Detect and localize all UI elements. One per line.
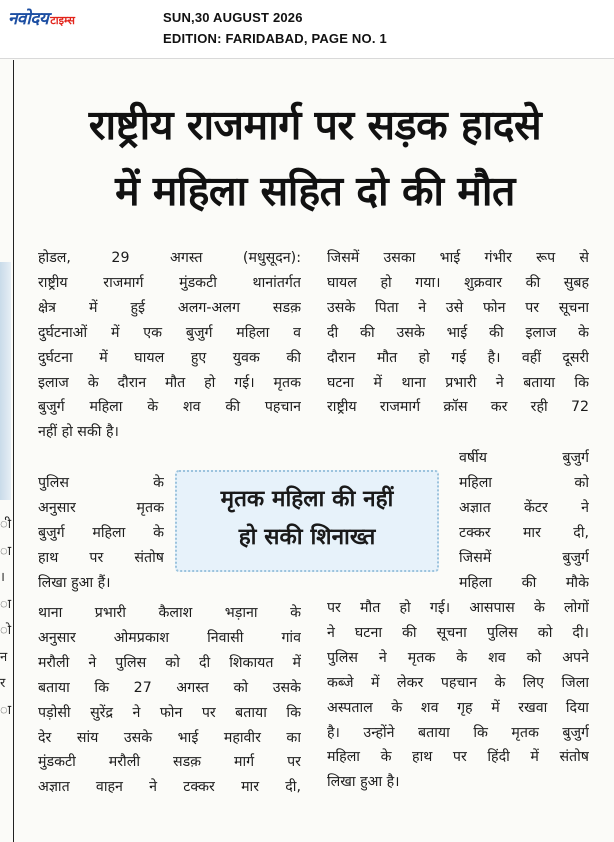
headline-line: में महिला सहित दो की मौत — [115, 167, 515, 215]
adjacent-article-strip — [0, 262, 11, 500]
text-line: दुर्घटना में घायल हुए युवक की — [38, 349, 301, 366]
text-line: लिखा हुआ हैं। — [38, 574, 111, 591]
edge-fragment: र — [0, 676, 6, 691]
text-line: हाथ पर संतोष — [38, 549, 164, 566]
text-line: अज्ञात केंटर ने — [459, 499, 589, 516]
text-line: होडल, 29 अगस्त (मधुसूदन): — [38, 250, 301, 266]
text-line: पुलिस ने मृतक के शव को अपने — [327, 649, 589, 666]
edge-fragment: ी — [0, 517, 12, 532]
text-line: वर्षीय बुजुर्ग — [459, 450, 589, 466]
adjacent-article-fragment — [0, 512, 12, 724]
text-line: अनुसार ओमप्रकाश निवासी गांव — [38, 629, 301, 646]
newspaper-logo[interactable] — [8, 6, 75, 36]
text-line: घटना में थाना प्रभारी ने बताया कि — [327, 374, 589, 391]
text-line: मुंडकटी मरौली सडक़ मार्ग पर — [38, 754, 301, 771]
text-line: थाना प्रभारी कैलाश भड़ाना के — [38, 605, 301, 621]
text-line: अज्ञात वाहन ने टक्कर मार दी, — [38, 779, 301, 796]
text-line: अनुसार मृतक — [38, 499, 164, 516]
edition-date: SUN,30 AUGUST 2026 — [163, 10, 303, 25]
text-line: पर मौत हो गई। आसपास के लोगों — [327, 600, 589, 616]
text-line: महिला को — [459, 474, 589, 491]
text-line: बुजुर्ग महिला के — [38, 524, 164, 541]
text-line: इलाज के दौरान मौत हो गई। मृतक — [38, 374, 301, 391]
text-line: महिला के हाथ पर हिंदी में संतोष — [327, 749, 589, 766]
edition-info: EDITION: FARIDABAD, PAGE NO. 1 — [163, 31, 387, 46]
text-line: घायल हो गया। शुक्रवार की सुबह — [327, 274, 589, 291]
text-line: नहीं हो सकी है। — [38, 424, 119, 441]
text-line: महिला की मौके — [459, 574, 589, 591]
edge-fragment: । — [0, 570, 5, 585]
text-line: दुर्घटनाओं में एक बुजुर्ग महिला व — [38, 324, 301, 341]
article-column-right-bottom — [327, 596, 589, 795]
text-line: दौरान मौत हो गई है। वहीं दूसरी — [327, 349, 589, 366]
text-line: बताया कि 27 अगस्त को उसके — [38, 679, 301, 696]
text-line: दी की उसके भाई की इलाज के — [327, 324, 589, 341]
article-column-left-top — [38, 246, 301, 445]
pull-quote-line: हो सकी शिनाख्त — [238, 524, 376, 550]
text-line: जिसमें उसका भाई गंभीर रूप से — [327, 250, 589, 266]
edge-fragment: ो — [0, 623, 12, 638]
text-line: क्षेत्र में हुई अलग-अलग सडक़ — [38, 299, 301, 316]
logo-sub-text: टाइम्स — [50, 14, 75, 27]
masthead-bar — [0, 0, 614, 58]
text-line: टक्कर मार दी, — [459, 524, 589, 541]
pull-quote-line: मृतक महिला की नहीं — [220, 486, 394, 512]
text-line: जिसमें बुजुर्ग — [459, 549, 589, 566]
text-line: राष्ट्रीय राजमार्ग मुंडकटी थानांतर्गत — [38, 274, 301, 291]
text-line: बुजुर्ग महिला के शव की पहचान — [38, 399, 301, 416]
text-line: ने घटना की सूचना पुलिस को दी। — [327, 624, 589, 641]
text-line: देर सांय उसके भाई महावीर का — [38, 729, 301, 746]
text-line: पुलिस के — [38, 475, 164, 491]
text-line: राष्ट्रीय राजमार्ग क्रॉस कर रही 72 — [327, 399, 589, 416]
headline-line: राष्ट्रीय राजमार्ग पर सड़क हादसे — [88, 101, 542, 149]
article-column-right-top — [327, 246, 589, 420]
text-line: कब्जे में लेकर पहचान के लिए जिला — [327, 674, 589, 691]
article-headline — [20, 92, 610, 224]
clipping-border-line — [13, 60, 14, 842]
text-line: लिखा हुआ है। — [327, 774, 400, 791]
text-line: है। उन्होंने बताया कि मृतक बुजुर्ग — [327, 724, 589, 741]
text-line: पड़ोसी सुरेंद्र ने फोन पर बताया कि — [38, 704, 301, 721]
text-line: अस्पताल के शव गृह में रखवा दिया — [327, 699, 589, 716]
edge-fragment: ा — [0, 702, 12, 718]
edge-fragment: ा — [0, 543, 12, 559]
article-column-left-bottom — [38, 601, 301, 800]
edge-fragment: न — [0, 649, 8, 665]
article-column-right-middle — [459, 446, 589, 595]
article-column-left-middle — [38, 471, 164, 596]
text-line: उसके पिता ने उसे फोन पर सूचना — [327, 299, 589, 316]
edge-fragment: ा — [0, 596, 12, 612]
logo-main-text: नवोदय — [8, 9, 49, 29]
pull-quote-box — [175, 470, 439, 572]
text-line: मरौली ने पुलिस को दी शिकायत में — [38, 654, 301, 671]
